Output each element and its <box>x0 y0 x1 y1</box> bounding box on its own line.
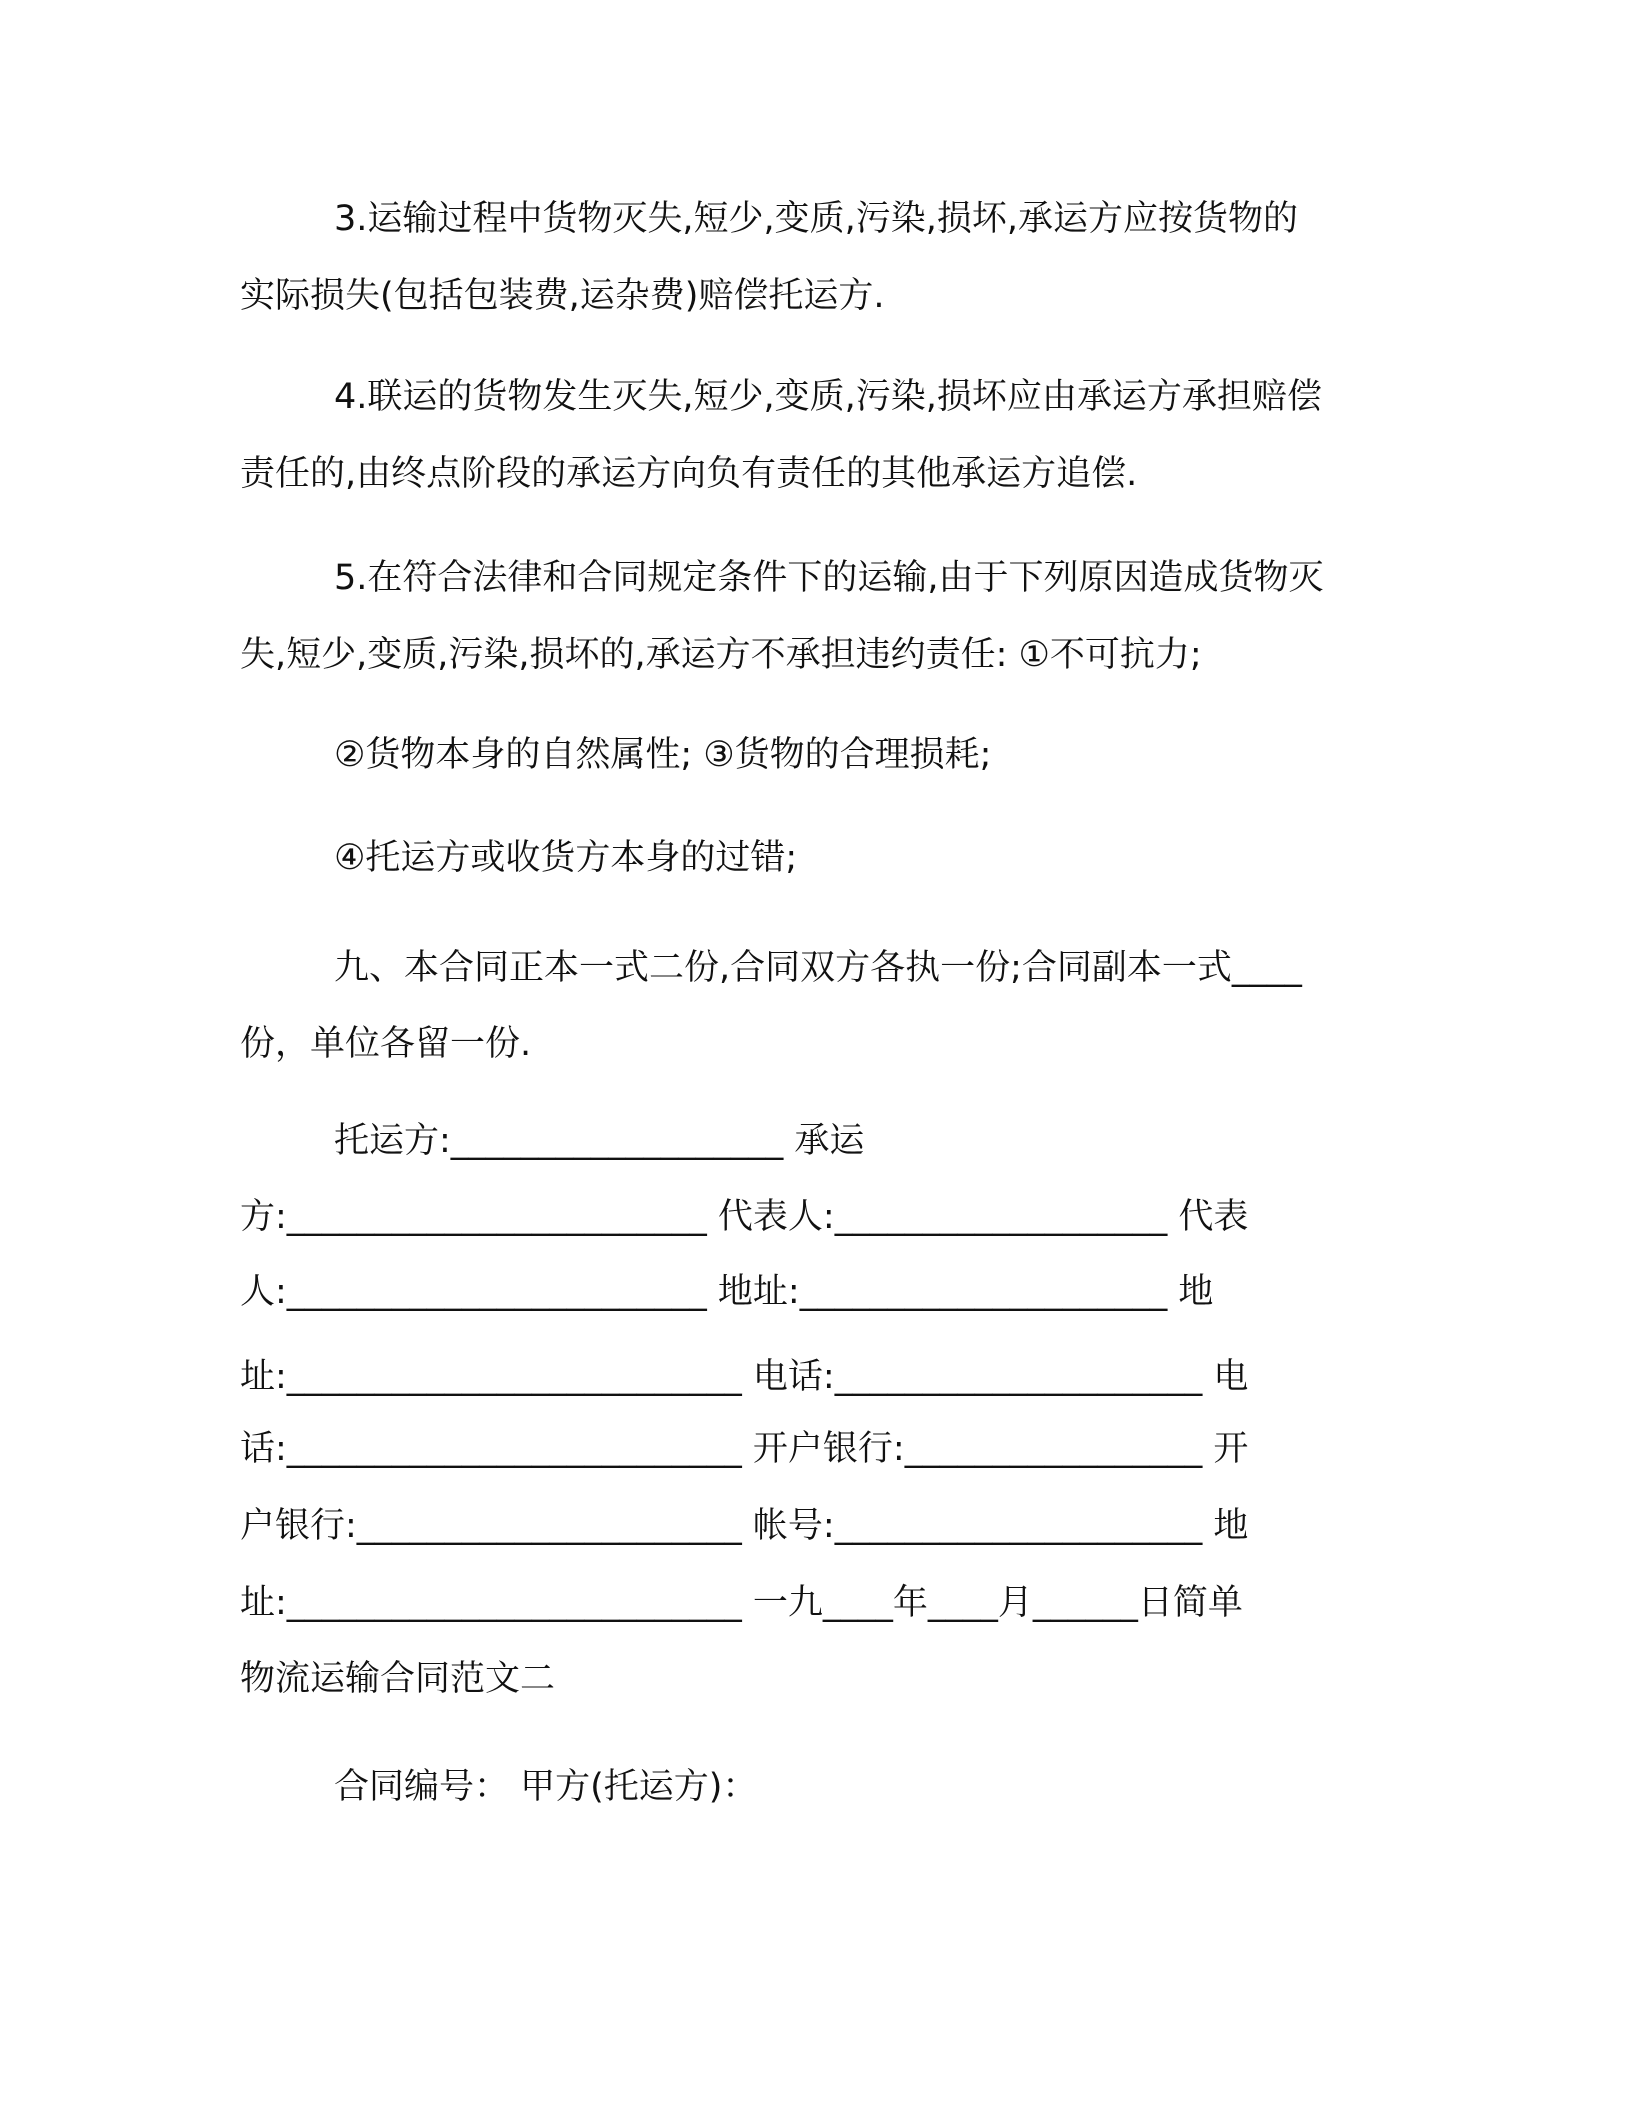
clause-5-item-4: ④托运方或收货方本身的过错; <box>334 838 798 878</box>
signature-line-2: 方:________________________ 代表人:___________________ 代表 <box>240 1197 1249 1237</box>
signature-line-7: 址:__________________________ 一九____年____月______日简单 <box>240 1583 1243 1623</box>
clause-9-line-2: 份，单位各留一份. <box>240 1024 532 1064</box>
clause-4-line-1: 4.联运的货物发生灭失,短少,变质,污染,损坏应由承运方承担赔偿 <box>334 377 1322 417</box>
signature-line-6: 户银行:______________________ 帐号:_____________________ 地 <box>240 1506 1249 1546</box>
clause-4-line-2: 责任的,由终点阶段的承运方向负有责任的其他承运方追偿. <box>240 454 1138 494</box>
clause-3-line-1: 3.运输过程中货物灭失,短少,变质,污染,损坏,承运方应按货物的 <box>334 199 1299 239</box>
clause-9-line-1: 九、本合同正本一式二份,合同双方各执一份;合同副本一式____ <box>334 948 1302 988</box>
section-title: 物流运输合同范文二 <box>240 1659 556 1699</box>
clause-5-line-1: 5.在符合法律和合同规定条件下的运输,由于下列原因造成货物灭 <box>334 558 1324 598</box>
signature-line-5: 话:__________________________ 开户银行:_________________ 开 <box>240 1429 1249 1469</box>
signature-line-1: 托运方:___________________ 承运 <box>334 1121 865 1161</box>
signature-line-4: 址:__________________________ 电话:_____________________ 电 <box>240 1357 1249 1397</box>
clause-3-line-2: 实际损失(包括包装费,运杂费)赔偿托运方. <box>240 276 885 316</box>
contract-number-line: 合同编号： 甲方(托运方)： <box>334 1767 758 1807</box>
clause-5-item-2-3: ②货物本身的自然属性; ③货物的合理损耗; <box>334 735 992 775</box>
clause-5-line-2: 失,短少,变质,污染,损坏的,承运方不承担违约责任: ①不可抗力; <box>240 635 1202 675</box>
signature-line-3: 人:________________________ 地址:_____________________ 地 <box>240 1272 1214 1312</box>
